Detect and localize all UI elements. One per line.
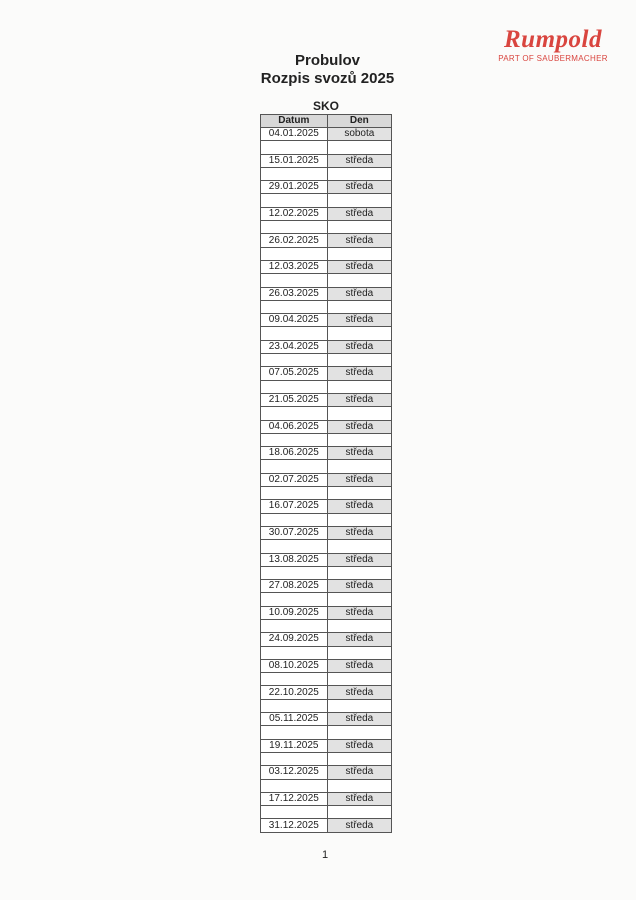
date-cell: 12.03.2025 [261, 260, 328, 273]
day-cell: středa [327, 154, 391, 167]
empty-cell [327, 433, 391, 446]
empty-cell [261, 566, 328, 579]
spacer-row [261, 487, 392, 500]
spacer-row [261, 752, 392, 765]
table-row [261, 340, 392, 353]
date-cell: 30.07.2025 [261, 526, 328, 539]
day-cell: středa [327, 580, 391, 593]
logo-wordmark: Rumpold [504, 26, 602, 53]
empty-cell [261, 673, 328, 686]
empty-cell [327, 274, 391, 287]
day-cell: středa [327, 447, 391, 460]
header-date: Datum [261, 115, 328, 128]
empty-cell [261, 779, 328, 792]
table-row [261, 739, 392, 752]
empty-cell [261, 699, 328, 712]
empty-cell [261, 407, 328, 420]
day-cell: středa [327, 766, 391, 779]
spacer-row [261, 566, 392, 579]
empty-cell [327, 167, 391, 180]
empty-cell [261, 380, 328, 393]
table-row [261, 766, 392, 779]
spacer-row [261, 194, 392, 207]
day-cell: středa [327, 633, 391, 646]
day-cell: středa [327, 393, 391, 406]
date-cell: 13.08.2025 [261, 553, 328, 566]
empty-cell [327, 726, 391, 739]
table-row [261, 819, 392, 832]
spacer-row [261, 247, 392, 260]
empty-cell [327, 752, 391, 765]
table-row [261, 580, 392, 593]
empty-cell [327, 593, 391, 606]
logo-tagline: PART OF SAUBERMACHER [498, 54, 608, 63]
table-body [261, 128, 392, 833]
date-cell: 19.11.2025 [261, 739, 328, 752]
spacer-row [261, 646, 392, 659]
empty-cell [261, 513, 328, 526]
empty-cell [261, 806, 328, 819]
day-cell: středa [327, 420, 391, 433]
day-cell: středa [327, 287, 391, 300]
empty-cell [261, 752, 328, 765]
empty-cell [327, 779, 391, 792]
empty-cell [261, 141, 328, 154]
day-cell: středa [327, 260, 391, 273]
day-cell: středa [327, 792, 391, 805]
date-cell: 26.03.2025 [261, 287, 328, 300]
table-row [261, 260, 392, 273]
day-cell: středa [327, 553, 391, 566]
spacer-row [261, 779, 392, 792]
spacer-row [261, 327, 392, 340]
empty-cell [327, 540, 391, 553]
document-title-schedule: Rozpis svozů 2025 [260, 70, 395, 87]
spacer-row [261, 433, 392, 446]
empty-cell [261, 487, 328, 500]
day-cell: středa [327, 713, 391, 726]
date-cell: 08.10.2025 [261, 659, 328, 672]
spacer-row [261, 806, 392, 819]
date-cell: 03.12.2025 [261, 766, 328, 779]
day-cell: středa [327, 659, 391, 672]
spacer-row [261, 167, 392, 180]
date-cell: 09.04.2025 [261, 314, 328, 327]
table-label: SKO [312, 99, 339, 113]
table-row [261, 234, 392, 247]
empty-cell [327, 354, 391, 367]
spacer-row [261, 354, 392, 367]
table-row [261, 367, 392, 380]
spacer-row [261, 300, 392, 313]
date-cell: 16.07.2025 [261, 500, 328, 513]
table-row [261, 633, 392, 646]
spacer-row [261, 673, 392, 686]
empty-cell [261, 300, 328, 313]
date-cell: 07.05.2025 [261, 367, 328, 380]
empty-cell [261, 194, 328, 207]
day-cell: středa [327, 207, 391, 220]
table-row [261, 606, 392, 619]
table-row [261, 287, 392, 300]
date-cell: 02.07.2025 [261, 473, 328, 486]
date-cell: 21.05.2025 [261, 393, 328, 406]
empty-cell [327, 327, 391, 340]
empty-cell [327, 460, 391, 473]
spacer-row [261, 221, 392, 234]
date-cell: 05.11.2025 [261, 713, 328, 726]
empty-cell [327, 221, 391, 234]
table-row [261, 500, 392, 513]
day-cell: středa [327, 819, 391, 832]
day-cell: středa [327, 606, 391, 619]
day-cell: středa [327, 340, 391, 353]
table-row [261, 420, 392, 433]
empty-cell [261, 540, 328, 553]
table-row [261, 314, 392, 327]
day-cell: středa [327, 500, 391, 513]
table-row [261, 393, 392, 406]
date-cell: 26.02.2025 [261, 234, 328, 247]
empty-cell [261, 726, 328, 739]
spacer-row [261, 699, 392, 712]
empty-cell [261, 593, 328, 606]
day-cell: středa [327, 473, 391, 486]
table-row [261, 447, 392, 460]
empty-cell [327, 141, 391, 154]
date-cell: 04.06.2025 [261, 420, 328, 433]
table-row [261, 553, 392, 566]
empty-cell [327, 673, 391, 686]
spacer-row [261, 407, 392, 420]
empty-cell [261, 167, 328, 180]
date-cell: 18.06.2025 [261, 447, 328, 460]
table-row [261, 659, 392, 672]
spacer-row [261, 593, 392, 606]
empty-cell [327, 513, 391, 526]
table-row [261, 154, 392, 167]
date-cell: 10.09.2025 [261, 606, 328, 619]
spacer-row [261, 540, 392, 553]
spacer-row [261, 274, 392, 287]
date-cell: 24.09.2025 [261, 633, 328, 646]
empty-cell [261, 619, 328, 632]
empty-cell [261, 327, 328, 340]
header-day: Den [327, 115, 391, 128]
date-cell: 04.01.2025 [261, 128, 328, 141]
date-cell: 17.12.2025 [261, 792, 328, 805]
table-row [261, 128, 392, 141]
empty-cell [261, 247, 328, 260]
date-cell: 15.01.2025 [261, 154, 328, 167]
table-row [261, 181, 392, 194]
spacer-row [261, 380, 392, 393]
document-title-village: Probulov [294, 52, 360, 69]
date-cell: 22.10.2025 [261, 686, 328, 699]
table-row [261, 526, 392, 539]
empty-cell [327, 247, 391, 260]
table-row [261, 713, 392, 726]
collection-schedule-table [260, 114, 392, 833]
empty-cell [327, 646, 391, 659]
empty-cell [327, 566, 391, 579]
date-cell: 31.12.2025 [261, 819, 328, 832]
empty-cell [327, 619, 391, 632]
spacer-row [261, 460, 392, 473]
table-row [261, 473, 392, 486]
spacer-row [261, 619, 392, 632]
page-number: 1 [321, 849, 329, 861]
empty-cell [327, 380, 391, 393]
table-row [261, 792, 392, 805]
empty-cell [261, 646, 328, 659]
date-cell: 12.02.2025 [261, 207, 328, 220]
empty-cell [261, 354, 328, 367]
day-cell: středa [327, 526, 391, 539]
date-cell: 27.08.2025 [261, 580, 328, 593]
empty-cell [327, 407, 391, 420]
empty-cell [261, 433, 328, 446]
empty-cell [327, 300, 391, 313]
day-cell: středa [327, 234, 391, 247]
day-cell: sobota [327, 128, 391, 141]
table-row [261, 207, 392, 220]
date-cell: 23.04.2025 [261, 340, 328, 353]
empty-cell [327, 806, 391, 819]
empty-cell [261, 274, 328, 287]
spacer-row [261, 726, 392, 739]
empty-cell [327, 487, 391, 500]
day-cell: středa [327, 181, 391, 194]
table-header-row [261, 115, 392, 128]
date-cell: 29.01.2025 [261, 181, 328, 194]
day-cell: středa [327, 367, 391, 380]
spacer-row [261, 141, 392, 154]
empty-cell [327, 194, 391, 207]
empty-cell [327, 699, 391, 712]
empty-cell [261, 221, 328, 234]
table-row [261, 686, 392, 699]
day-cell: středa [327, 314, 391, 327]
day-cell: středa [327, 686, 391, 699]
empty-cell [261, 460, 328, 473]
spacer-row [261, 513, 392, 526]
day-cell: středa [327, 739, 391, 752]
